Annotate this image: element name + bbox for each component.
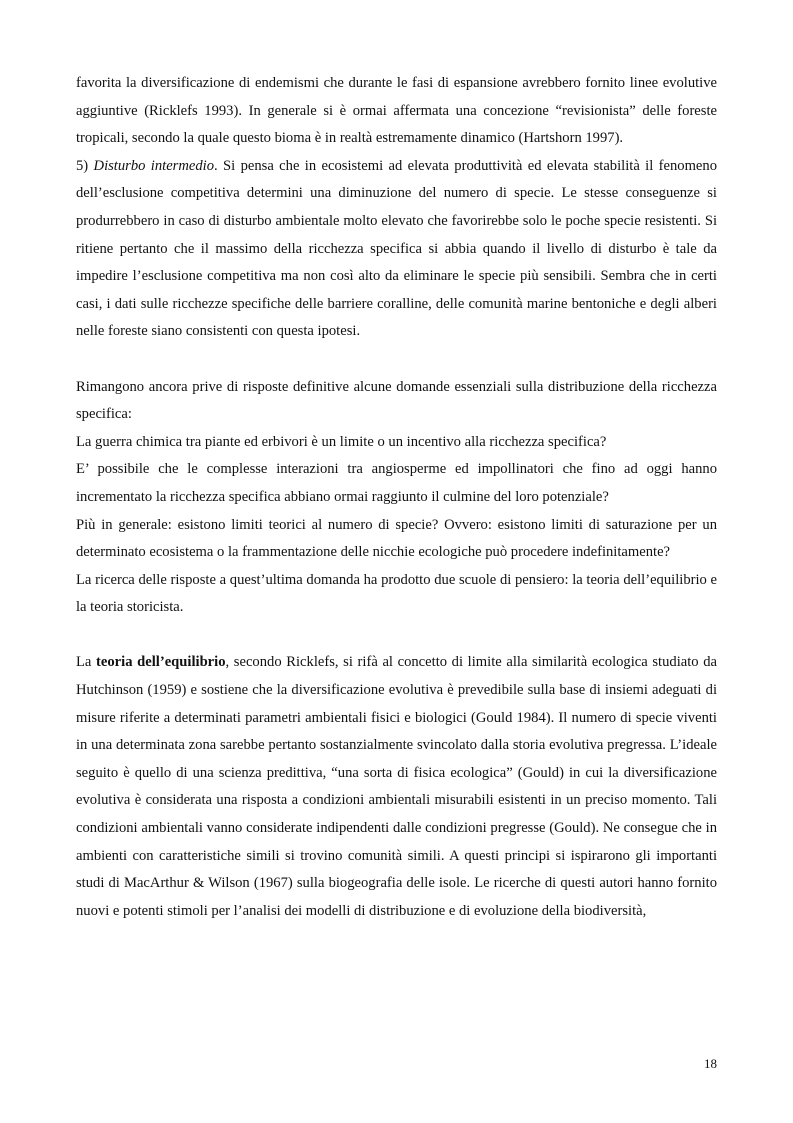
question-chemical-war: La guerra chimica tra piante ed erbivori è un limite o un incentivo alla ricchezza specifica?: [76, 433, 607, 450]
paragraph-forest-dynamics: favorita la diversificazione di endemismi che durante le fasi di espansione avrebbero fornito linee evolutive aggiuntive (Ricklefs 1993). In generale si è ormai affermata una concezione “revisionista” delle foreste tropicali, secondo la quale questo bioma è in realtà estremamente dinamico (Hartshorn 1997).: [76, 75, 717, 147]
paragraph-equilibrium-theory: [76, 649, 717, 925]
paragraph-schools-of-thought: La ricerca delle risposte a quest’ultima domanda ha prodotto due scuole di pensiero: la teoria dell’equilibrio e la teoria storicista.: [76, 571, 717, 616]
hypothesis-title: Disturbo intermedio: [93, 157, 215, 174]
question-pollinators: E’ possibile che le complesse interazioni tra angiosperme ed impollinatori che fino ad oggi hanno incrementato la ricchezza specifica abbiano ormai raggiunto il culmine del loro potenziale?: [76, 461, 717, 505]
paragraph-lead: La: [76, 654, 97, 671]
list-number: 5): [76, 157, 94, 174]
paragraph-gap: [76, 622, 717, 650]
hypothesis-text: . Si pensa che in ecosistemi ad elevata produttività ed elevata stabilità il fenomeno dell’esclusione competitiva determini una diminuzione del numero di specie. Le stesse conseguenze si produrrebbero in caso di disturbo ambientale molto elevato che favorirebbe solo le poche specie resistenti. Si ritiene pertanto che il massimo della ricchezza specifica si abbia quando il livello di disturbo è tale da impedire l’esclusione competitiva ma non così alto da eliminare le specie più sensibili. Sembra che in certi casi, i dati sulle ricchezze specifiche delle barriere coralline, delle comunità marine bentoniche e degli alberi nelle foreste siano consistenti con questa ipotesi.: [76, 157, 717, 340]
paragraph-gap: [76, 346, 717, 374]
page-number: 18: [704, 1056, 717, 1071]
paragraph-intermediate-disturbance: [76, 153, 717, 346]
equilibrium-theory-text: , secondo Ricklefs, si rifà al concetto di limite alla similarità ecologica studiato da Hutchinson (1959) e sostiene che la diversificazione evolutiva è prevedibile sulla base di insiemi adeguati di misure riferite a determinati parametri ambientali fisici e biologici (Gould 1984). Il numero di specie viventi in una determinata zona sarebbe pertanto sostanzialmente svincolato dalla storia evolutiva pregressa. L’ideale seguito è quello di una scienza predittiva, “una sorta di fisica ecologica” (Gould) in cui la diversificazione evolutiva è considerata una risposta a condizioni ambientali misurabili esistenti in un preciso momento. Tali condizioni ambientali vanno considerate indipendenti dalle condizioni pregresse (Gould). Ne consegue che in ambienti con caratteristiche simili si trovino comunità simili. A questi principi si ispirarono gli importanti studi di MacArthur & Wilson (1967) sulla biogeografia delle isole. Le ricerche di questi autori hanno fornito nuovi e potenti stimoli per l’analisi dei modelli di distribuzione e di evoluzione della biodiversità,: [76, 654, 717, 919]
paragraph-open-questions: Rimangono ancora prive di risposte definitive alcune domande essenziali sulla distribuzione della ricchezza specifica:: [76, 378, 717, 423]
equilibrium-theory-term: teoria dell’equilibrio: [96, 654, 226, 671]
question-species-limits: Più in generale: esistono limiti teorici al numero di specie? Ovvero: esistono limiti di saturazione per un determinato ecosistema o la frammentazione delle nicchie ecologiche può procedere indefinitamente?: [76, 516, 717, 561]
document-body: [76, 70, 717, 925]
